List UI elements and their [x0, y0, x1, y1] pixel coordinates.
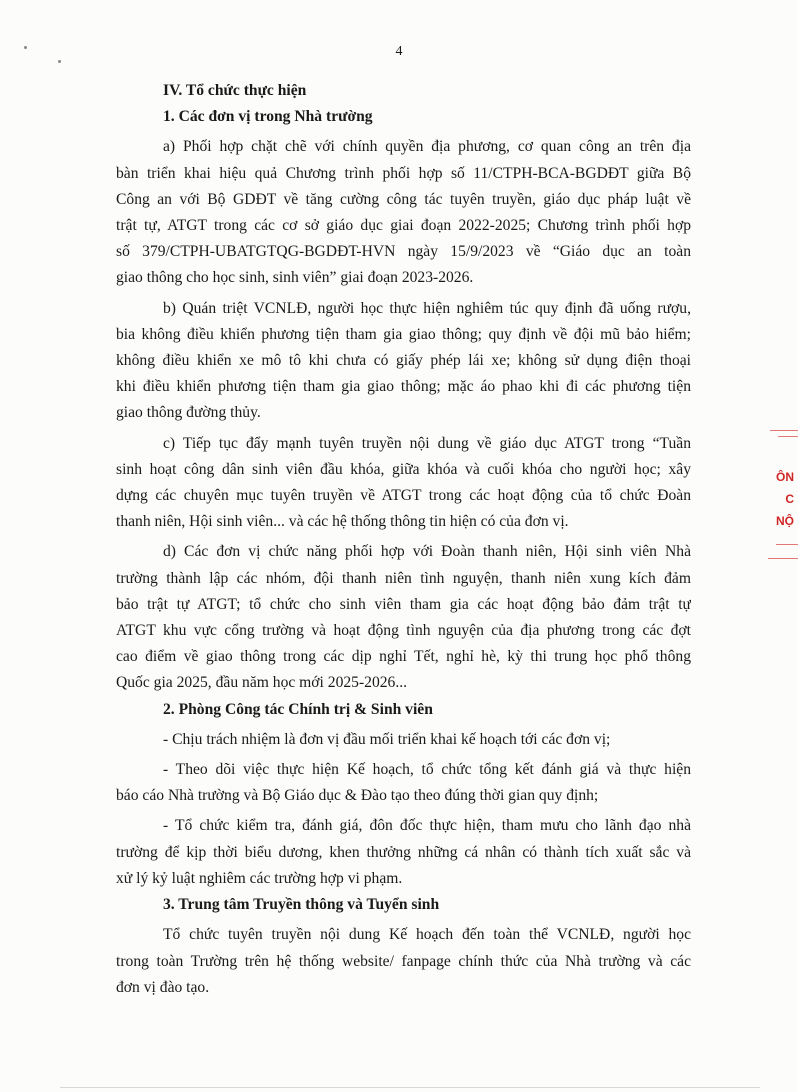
text-line: không điều khiển xe mô tô khi chưa có giấy phép lái xe; không sử dụng điện thoại [116, 352, 691, 370]
stamp-letter: NỘ [776, 514, 794, 528]
scan-mark [24, 46, 27, 49]
text-line: giao thông đường thủy. [116, 404, 261, 422]
text-line: bia không điều khiển phương tiện tham gia giao thông; quy định về đội mũ bảo hiểm; [116, 325, 691, 343]
text-line: số 379/CTPH-UBATGTQG-BGDĐT-HVN ngày 15/9/2023 về “Giáo dục an toàn [116, 243, 691, 261]
page-number: 4 [395, 44, 403, 59]
text-line: bàn triển khai hiệu quả Chương trình phối hợp số 11/CTPH-BCA-BGDĐT giữa Bộ [116, 164, 691, 182]
text-line: báo cáo Nhà trường và Bộ Giáo dục & Đào tạo theo đúng thời gian quy định; [116, 787, 599, 805]
text-line: a) Phối hợp chặt chẽ với chính quyền địa phương, cơ quan công an trên địa [163, 138, 691, 156]
paragraph-2b [116, 757, 691, 809]
document-body [116, 78, 691, 1001]
text-line: b) Quán triệt VCNLĐ, người học thực hiện nghiêm túc quy định đã uống rượu, [163, 299, 691, 317]
text-line: ATGT khu vực cổng trường và hoạt động tình nguyện của địa phương trong các đợt [116, 622, 691, 640]
text-line: thanh niên, Hội sinh viên... và các hệ thống thông tin hiện có của đơn vị. [116, 513, 569, 531]
paragraph-2a [116, 727, 691, 753]
subsection-heading-1: 1. Các đơn vị trong Nhà trường [163, 108, 373, 126]
text-line: trường để kịp thời biểu dương, khen thưởng những cá nhân có thành tích xuất sắc và [116, 843, 691, 861]
text-line: khi điều khiển phương tiện tham gia giao thông; mặc áo phao khi đi các phương tiện [116, 378, 691, 396]
stamp-border-line [778, 436, 798, 437]
paragraph-1b [116, 296, 691, 427]
stamp-border-line [770, 430, 798, 431]
stamp-border-line [776, 544, 798, 545]
paragraph-1a [116, 134, 691, 291]
text-line: đơn vị đào tạo. [116, 978, 210, 996]
text-line: xử lý kỷ luật nghiêm các trường hợp vi phạm. [116, 869, 403, 887]
scan-mark [58, 60, 61, 63]
stamp-border-line [768, 558, 798, 559]
stamp-letter: C [785, 492, 794, 506]
text-line: - Tổ chức kiểm tra, đánh giá, đôn đốc thực hiện, tham mưu cho lãnh đạo nhà [163, 817, 691, 835]
text-line: trường thành lập các nhóm, đội thanh niên tình nguyện, thanh niên xung kích đảm [116, 569, 691, 587]
text-line: Tổ chức tuyên truyền nội dung Kế hoạch đến toàn thể VCNLĐ, người học [163, 926, 691, 944]
paragraph-3a [116, 922, 691, 1001]
text-line: dựng các chuyên mục tuyên truyền về ATGT trong các hoạt động của tổ chức Đoàn [116, 487, 691, 505]
text-line: trật tự, ATGT trong các cơ sở giáo dục giai đoạn 2022-2025; Chương trình phối hợp [116, 217, 691, 235]
paragraph-1d [116, 539, 691, 696]
text-line: - Theo dõi việc thực hiện Kế hoạch, tổ chức tổng kết đánh giá và thực hiện [163, 761, 691, 779]
text-line: - Chịu trách nhiệm là đơn vị đầu mối triển khai kế hoạch tới các đơn vị; [163, 730, 611, 748]
scan-edge-line [60, 1087, 760, 1088]
text-line: Công an với Bộ GDĐT về tăng cường công tác tuyên truyền, giáo dục pháp luật về [116, 190, 691, 208]
paragraph-1c [116, 431, 691, 536]
text-line: c) Tiếp tục đẩy mạnh tuyên truyền nội dung về giáo dục ATGT trong “Tuần [163, 434, 691, 452]
text-line: sinh hoạt công dân sinh viên đầu khóa, giữa khóa và cuối khóa cho người học; xây [116, 460, 691, 478]
subsection-heading-2: 2. Phòng Công tác Chính trị & Sinh viên [163, 700, 433, 718]
text-line: trong toàn Trường trên hệ thống website/ fanpage chính thức của Nhà trường và các [116, 952, 691, 970]
stamp-fragment [764, 426, 798, 576]
stamp-letter: ÔN [776, 470, 794, 484]
text-line: bảo trật tự ATGT; tổ chức cho sinh viên tham gia các hoạt động bảo đảm trật tự [116, 595, 691, 613]
subsection-heading-3: 3. Trung tâm Truyền thông và Tuyển sinh [163, 896, 440, 914]
paragraph-2c [116, 813, 691, 892]
text-line: d) Các đơn vị chức năng phối hợp với Đoàn thanh niên, Hội sinh viên Nhà [163, 543, 691, 561]
text-line: Quốc gia 2025, đầu năm học mới 2025-2026... [116, 674, 408, 692]
text-line: giao thông cho học sinh, sinh viên” giai đoạn 2023-2026. [116, 269, 474, 287]
section-title: IV. Tổ chức thực hiện [163, 82, 307, 99]
text-line: cao điểm về giao thông trong các dịp nghỉ Tết, nghỉ hè, kỳ thi trung học phổ thông [116, 648, 691, 666]
